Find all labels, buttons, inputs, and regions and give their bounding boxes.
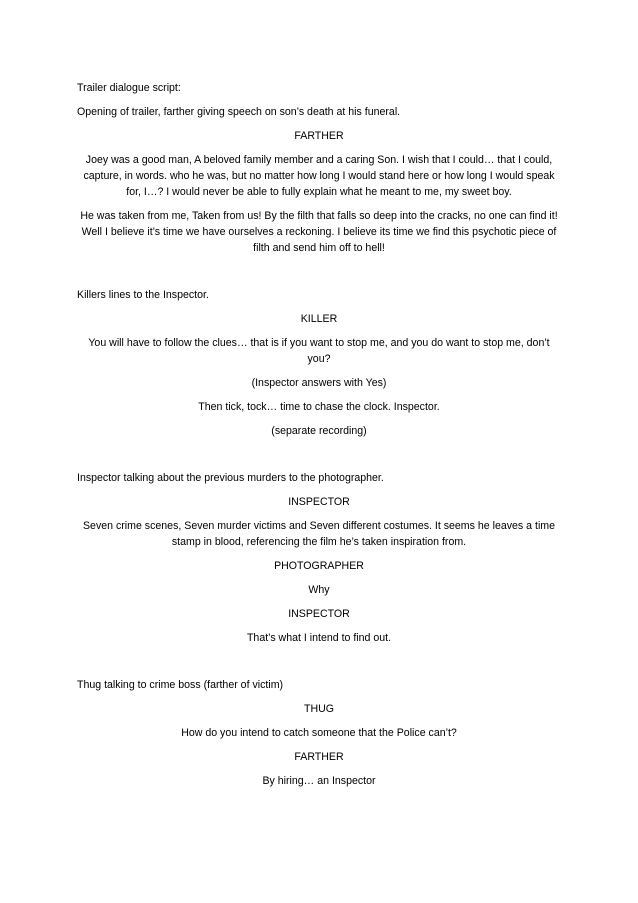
scene3-dialogue-3: That’s what I intend to find out. — [246, 632, 392, 644]
scene1-dialogue-1: Joey was a good man, A beloved family member and a caring Son. I wish that I could… that I could, capture, in words. who he was, but no matter how long I would stand here or how long I would speak for, I…? I would never be able to fully explain what he meant to me, my sweet boy. — [83, 154, 555, 198]
scene4-dialogue-2: By hiring… an Inspector — [262, 775, 376, 787]
scene4-dialogue-1: How do you intend to catch someone that the Police can’t? — [181, 727, 457, 739]
scene2-intro: Killers lines to the Inspector. — [77, 289, 209, 301]
scene1-intro: Opening of trailer, farther giving speech on son’s death at his funeral. — [77, 106, 401, 118]
scene3-intro: Inspector talking about the previous murders to the photographer. — [77, 472, 384, 484]
scene2-dialogue-2: Then tick, tock… time to chase the clock. Inspector. — [198, 401, 440, 413]
scene2-direction-1: (Inspector answers with Yes) — [251, 377, 387, 389]
scene3-character-2: PHOTOGRAPHER — [274, 560, 364, 572]
scene3-character-3: INSPECTOR — [288, 608, 350, 620]
scene2-character: KILLER — [300, 313, 338, 325]
scene3-dialogue-2: Why — [308, 584, 330, 596]
scene3-dialogue-1: Seven crime scenes, Seven murder victims and Seven different costumes. It seems he leaves a time stamp in blood, referencing the film he’s taken inspiration from. — [82, 520, 556, 548]
scene4-intro: Thug talking to crime boss (farther of victim) — [77, 679, 284, 691]
scene2-direction-2: (separate recording) — [271, 425, 367, 437]
scene4-character-2: FARTHER — [294, 751, 344, 763]
scene1-character: FARTHER — [294, 130, 344, 142]
scene4-character-1: THUG — [303, 703, 334, 715]
scene1-dialogue-2: He was taken from me, Taken from us! By the filth that falls so deep into the cracks, no one can find it! Well I believe it’s time we have ourselves a reckoning. I believe its time we find this psychotic piece of filth and send him off to hell! — [80, 210, 558, 254]
scene2-dialogue-1: You will have to follow the clues… that is if you want to stop me, and you do want to stop me, don’t you? — [88, 337, 550, 365]
scene3-character-1: INSPECTOR — [288, 496, 350, 508]
document-heading: Trailer dialogue script: — [77, 82, 181, 94]
